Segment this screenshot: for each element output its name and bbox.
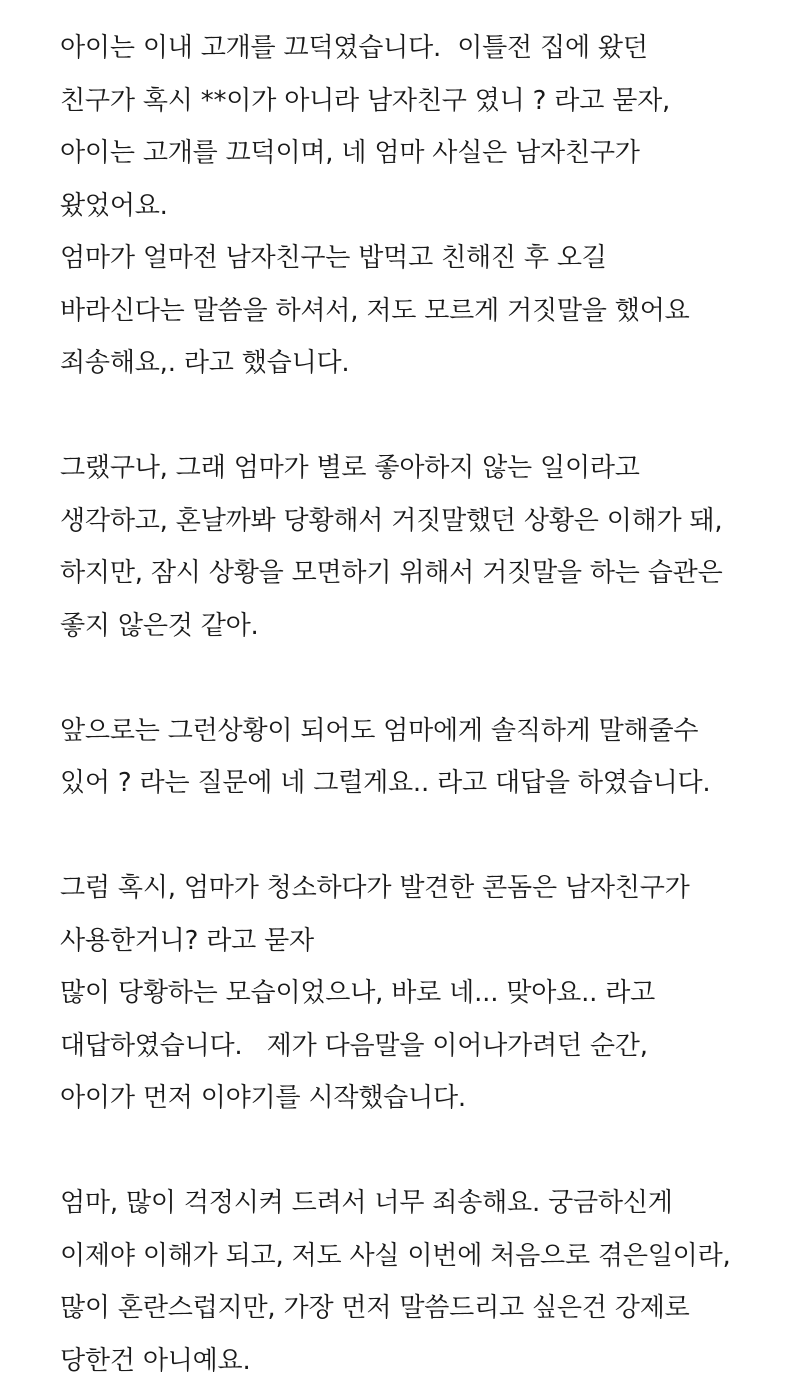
text-line: 이제야 이해가 되고, 저도 사실 이번에 처음으로 겪은일이라,	[60, 1230, 780, 1283]
paragraph-spacer	[60, 652, 780, 705]
paragraph-5	[60, 1177, 780, 1387]
text-line: 당한건 아니예요.	[60, 1335, 780, 1387]
text-line: 앞으로는 그런상황이 되어도 엄마에게 솔직하게 말해줄수	[60, 705, 780, 758]
text-line: 그럼 혹시, 엄마가 청소하다가 발견한 콘돔은 남자친구가	[60, 862, 780, 915]
text-line: 엄마가 얼마전 남자친구는 밥먹고 친해진 후 오길	[60, 232, 780, 285]
paragraph-spacer	[60, 390, 780, 443]
text-line: 하지만, 잠시 상황을 모면하기 위해서 거짓말을 하는 습관은	[60, 547, 780, 600]
text-line: 바라신다는 말씀을 하셔서, 저도 모르게 거짓말을 했어요	[60, 285, 780, 338]
text-line: 많이 혼란스럽지만, 가장 먼저 말씀드리고 싶은건 강제로	[60, 1282, 780, 1335]
text-line: 있어 ? 라는 질문에 네 그럴게요.. 라고 대답을 하였습니다.	[60, 757, 780, 810]
text-line: 그랬구나, 그래 엄마가 별로 좋아하지 않는 일이라고	[60, 442, 780, 495]
text-line: 친구가 혹시 **이가 아니라 남자친구 였니 ? 라고 묻자,	[60, 75, 780, 128]
text-line: 좋지 않은것 같아.	[60, 600, 780, 653]
paragraph-spacer	[60, 1125, 780, 1178]
text-line: 대답하였습니다. 제가 다음말을 이어나가려던 순간,	[60, 1020, 780, 1073]
text-line: 아이는 이내 고개를 끄덕였습니다. 이틀전 집에 왔던	[60, 22, 780, 75]
text-line: 죄송해요,. 라고 했습니다.	[60, 337, 780, 390]
article-body	[60, 22, 780, 1387]
text-line: 아이가 먼저 이야기를 시작했습니다.	[60, 1072, 780, 1125]
text-line: 많이 당황하는 모습이었으나, 바로 네... 맞아요.. 라고	[60, 967, 780, 1020]
text-line: 엄마, 많이 걱정시켜 드려서 너무 죄송해요. 궁금하신게	[60, 1177, 780, 1230]
paragraph-1	[60, 22, 780, 390]
paragraph-3	[60, 705, 780, 810]
paragraph-4	[60, 862, 780, 1125]
text-line: 아이는 고개를 끄덕이며, 네 엄마 사실은 남자친구가	[60, 127, 780, 180]
paragraph-2	[60, 442, 780, 652]
text-line: 왔었어요.	[60, 180, 780, 233]
text-line: 사용한거니? 라고 묻자	[60, 915, 780, 968]
text-line: 생각하고, 혼날까봐 당황해서 거짓말했던 상황은 이해가 돼,	[60, 495, 780, 548]
paragraph-spacer	[60, 810, 780, 863]
